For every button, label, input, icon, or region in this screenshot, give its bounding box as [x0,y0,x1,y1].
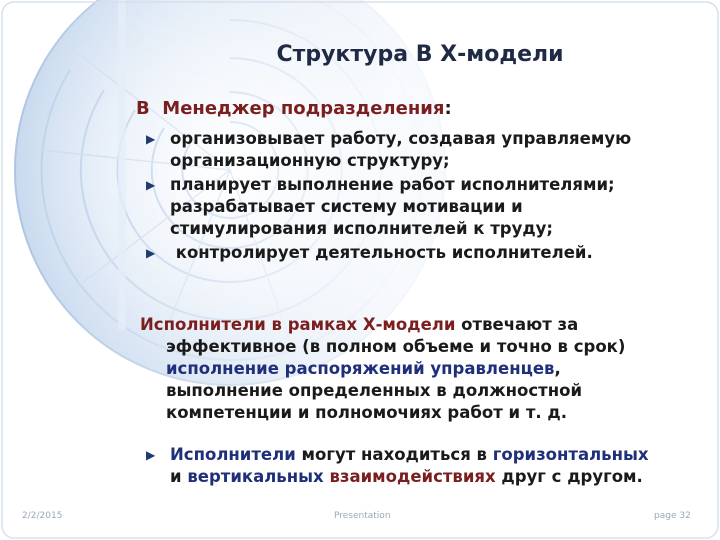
triangle-right-icon: ▶ [146,178,156,192]
footer-date: 2/2/2015 [22,511,63,521]
heading-colon: : [444,98,452,119]
section-heading [136,98,452,119]
horizontal-highlight: горизонтальных [492,445,649,464]
bullet-line: контролирует деятельность исполнителей. [175,243,593,262]
executors-highlight: Исполнители [170,445,296,464]
interaction-bullet [144,444,684,490]
orders-highlight: исполнение распоряжений управленцев [166,359,555,378]
paragraph-line [140,358,680,380]
triangle-right-icon: ▶ [146,246,156,260]
vertical-highlight: вертикальных [187,467,324,486]
bullet-text: могут находиться в [295,445,493,464]
list-item [144,128,684,172]
list-item [144,174,684,240]
bullet-text: друг с другом. [495,467,643,486]
paragraph-line: компетенции и полномочиях работ и т. д. [166,403,568,422]
heading-letter: В [136,98,150,119]
list-item [144,242,684,264]
bullet-text: и [170,467,188,486]
executors-paragraph [140,314,680,424]
interactions-highlight: взаимодействиях [329,467,496,486]
paragraph-text: , [554,359,561,378]
bullet-line: разрабатывает систему мотивации и [170,197,523,216]
footer-page-number: page 32 [654,511,691,521]
paragraph-text: отвечают за [455,315,579,334]
bullet-line: стимулирования исполнителей к труду; [170,219,554,238]
footer-title: Presentation [334,511,391,521]
paragraph-line: выполнение определенных в должностной [166,381,583,400]
page-title: Структура В Х-модели [276,42,564,67]
triangle-right-icon: ▶ [146,132,156,146]
triangle-right-icon: ▶ [146,448,156,462]
heading-text: Менеджер подразделения [162,98,445,119]
bullet-line: организационную структуру; [170,151,450,170]
list-item [144,444,684,488]
paragraph-line [140,314,680,336]
bullet-line: организовывает работу, создавая управляемую [170,129,632,148]
manager-duties-list [144,128,684,266]
executors-highlight: Исполнители в рамках Х-модели [140,315,456,334]
bullet-line: планирует выполнение работ исполнителями; [170,175,615,194]
paragraph-line: эффективное (в полном объеме и точно в срок) [166,337,626,356]
